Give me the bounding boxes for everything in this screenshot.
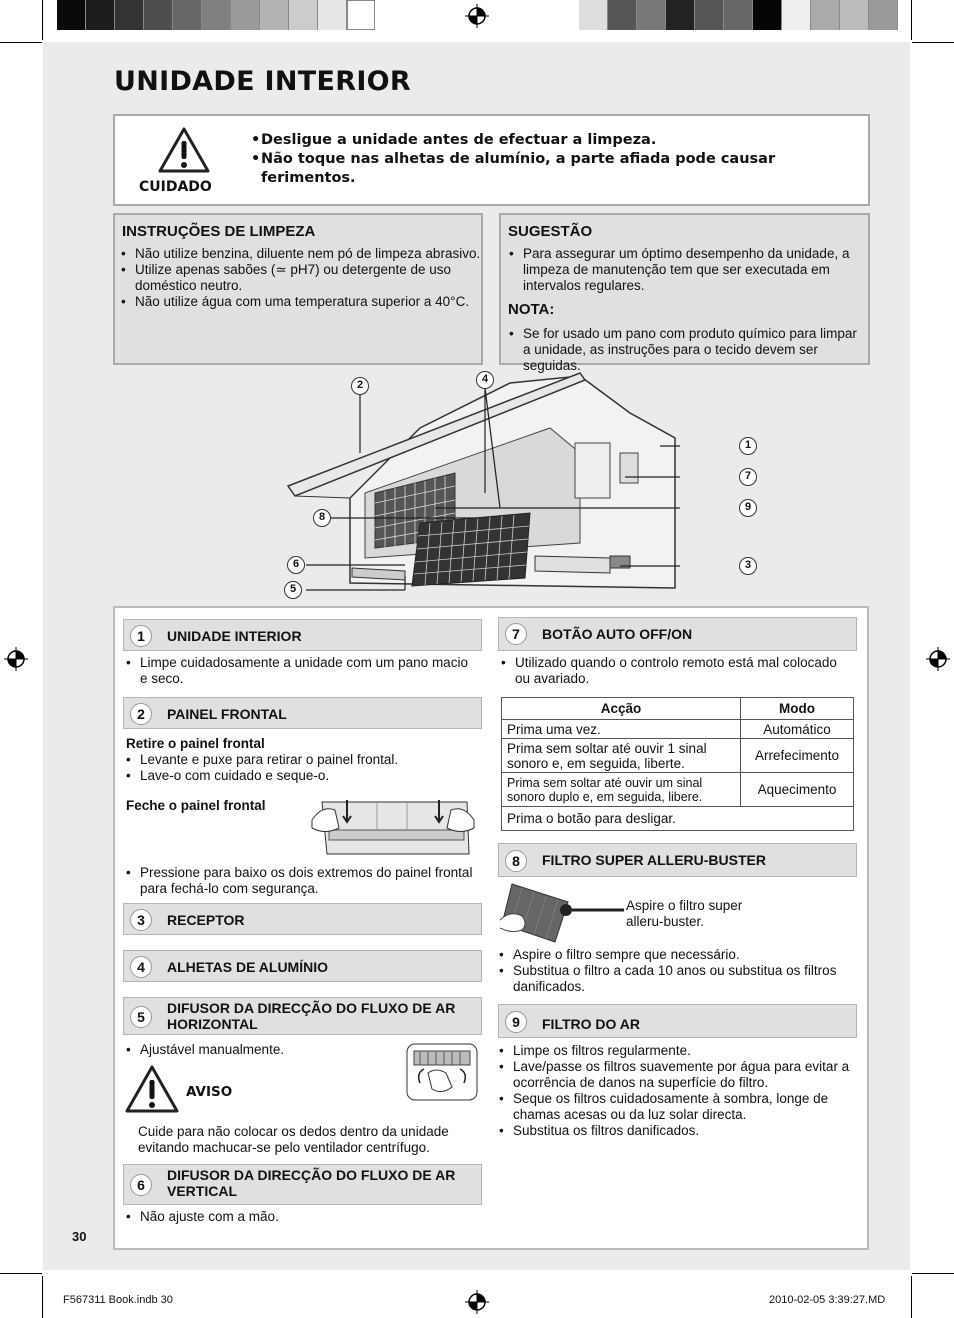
section-number: 7 bbox=[505, 623, 527, 645]
cleaning-item: • Não utilize benzina, diluente nem pó de limpeza abrasivo. bbox=[119, 246, 481, 262]
close-panel-illustration bbox=[307, 790, 479, 858]
crop-mark bbox=[42, 0, 43, 40]
table-header: Acção bbox=[502, 698, 741, 720]
callout-8: 8 bbox=[313, 509, 331, 527]
section-6-header bbox=[123, 1164, 482, 1205]
section-8-header bbox=[498, 843, 857, 877]
callout-5: 5 bbox=[284, 581, 302, 599]
section-number: 6 bbox=[130, 1174, 152, 1196]
close-panel-list bbox=[124, 865, 479, 897]
table-cell: Prima sem soltar até ouvir 1 sinal sonoro e, em seguida, liberte. bbox=[502, 739, 741, 773]
list-item: • Pressione para baixo os dois extremos do painel frontal para fechá-lo com segurança. bbox=[124, 865, 479, 897]
section-2-header bbox=[123, 697, 482, 729]
list-item: • Substitua os filtros danificados. bbox=[497, 1123, 854, 1139]
indoor-unit-diagram bbox=[280, 368, 680, 596]
list-item: • Levante e puxe para retirar o painel frontal. bbox=[124, 752, 479, 768]
note-item: • Se for usado um pano com produto químico para limpar a unidade, as instruções para o tecido devem ser seguidas. bbox=[507, 326, 867, 374]
cleaning-title: INSTRUÇÕES DE LIMPEZA bbox=[122, 223, 316, 240]
remove-panel-list bbox=[124, 752, 479, 784]
callout-6: 6 bbox=[287, 556, 305, 574]
cleaning-list bbox=[119, 246, 481, 310]
table-cell: Prima uma vez. bbox=[502, 720, 741, 739]
table-cell: Prima o botão para desligar. bbox=[502, 807, 854, 831]
section-number: 3 bbox=[130, 909, 152, 931]
page-title: UNIDADE INTERIOR bbox=[114, 66, 412, 97]
section-title: DIFUSOR DA DIRECÇÃO DO FLUXO DE AR VERTICAL bbox=[167, 1167, 456, 1199]
footer-right: 2010-02-05 3:39:27.MD bbox=[769, 1294, 886, 1306]
section-title: UNIDADE INTERIOR bbox=[167, 628, 302, 644]
section-number: 8 bbox=[505, 850, 527, 872]
color-bar-right bbox=[579, 0, 898, 30]
list-item: • Lave/passe os filtros suavemente por água para evitar a ocorrência de danos na superfície do filtro. bbox=[497, 1059, 854, 1091]
cleaning-item: • Utilize apenas sabões (≃ pH7) ou detergente de uso doméstico neutro. bbox=[119, 262, 481, 294]
section-7-header bbox=[498, 617, 857, 651]
auto-button-table bbox=[501, 697, 854, 831]
section-number: 5 bbox=[130, 1006, 152, 1028]
registration-target-icon bbox=[926, 647, 950, 671]
section-9-list bbox=[497, 1043, 854, 1139]
section-title: DIFUSOR DA DIRECÇÃO DO FLUXO DE AR HORIZONTAL bbox=[167, 1000, 456, 1032]
note-title: NOTA: bbox=[508, 301, 555, 318]
section-title: FILTRO DO AR bbox=[542, 1016, 640, 1032]
registration-target-icon bbox=[465, 1290, 489, 1314]
list-item: • Limpe os filtros regularmente. bbox=[497, 1043, 854, 1059]
close-panel-title: Feche o painel frontal bbox=[126, 798, 266, 813]
cleaning-instructions-box bbox=[113, 213, 483, 365]
filter-vacuum-illustration bbox=[500, 880, 625, 946]
callout-2: 2 bbox=[351, 377, 369, 395]
table-row bbox=[502, 720, 854, 739]
section-3-header bbox=[123, 903, 482, 935]
caution-label: CUIDADO bbox=[139, 179, 212, 195]
page-number: 30 bbox=[72, 1229, 87, 1244]
list-item: • Não ajuste com a mão. bbox=[124, 1209, 479, 1225]
list-item: • Ajustável manualmente. bbox=[124, 1042, 394, 1058]
callout-7: 7 bbox=[739, 468, 757, 486]
list-item: • Seque os filtros cuidadosamente à sombra, longe de chamas acesas ou da luz solar directa. bbox=[497, 1091, 854, 1123]
crop-mark bbox=[912, 42, 954, 43]
callout-3: 3 bbox=[739, 557, 757, 575]
crop-mark bbox=[911, 0, 912, 40]
crop-mark bbox=[911, 1276, 912, 1318]
callout-4: 4 bbox=[476, 371, 494, 389]
section-1-list bbox=[124, 655, 479, 687]
warning-label: AVISO bbox=[186, 1084, 233, 1100]
section-title: BOTÃO AUTO OFF/ON bbox=[542, 626, 693, 642]
callout-1: 1 bbox=[739, 437, 757, 455]
footer-left: F567311 Book.indb 30 bbox=[63, 1294, 173, 1306]
suggestion-list bbox=[507, 246, 857, 294]
section-9-header bbox=[498, 1004, 857, 1038]
section-number: 9 bbox=[505, 1011, 527, 1033]
warning-text: Cuide para não colocar os dedos dentro da unidade evitando machucar-se pelo ventilador centrífugo. bbox=[138, 1124, 449, 1155]
crop-mark bbox=[912, 1273, 954, 1274]
section-number: 1 bbox=[130, 625, 152, 647]
table-row bbox=[502, 739, 854, 773]
suggestion-title: SUGESTÃO bbox=[508, 223, 593, 240]
section-title: FILTRO SUPER ALLERU-BUSTER bbox=[542, 852, 766, 868]
cleaning-item: • Não utilize água com uma temperatura superior a 40°C. bbox=[119, 294, 481, 310]
section-number: 4 bbox=[130, 956, 152, 978]
registration-target-icon bbox=[465, 4, 489, 28]
color-bar-left bbox=[57, 0, 375, 30]
section-4-header bbox=[123, 950, 482, 982]
table-row bbox=[502, 773, 854, 807]
suggestion-box bbox=[499, 213, 870, 373]
list-item: • Substitua o filtro a cada 10 anos ou substitua os filtros danificados. bbox=[497, 963, 854, 995]
callout-9: 9 bbox=[739, 499, 757, 517]
louver-adjust-illustration bbox=[406, 1043, 478, 1101]
filter-caption: Aspire o filtro super alleru-buster. bbox=[626, 898, 743, 929]
crop-mark bbox=[0, 1273, 42, 1274]
table-cell: Arrefecimento bbox=[741, 739, 854, 773]
warning-triangle-icon bbox=[124, 1064, 180, 1114]
section-6-list bbox=[124, 1209, 479, 1225]
table-row bbox=[502, 807, 854, 831]
caution-box bbox=[113, 114, 870, 206]
section-number: 2 bbox=[130, 703, 152, 725]
section-7-list bbox=[499, 655, 854, 687]
table-cell: Prima sem soltar até ouvir um sinal sonoro duplo e, em seguida, libere. bbox=[502, 773, 741, 807]
section-title: ALHETAS DE ALUMÍNIO bbox=[167, 959, 328, 975]
table-cell: Aquecimento bbox=[741, 773, 854, 807]
section-title: PAINEL FRONTAL bbox=[167, 706, 287, 722]
table-header: Modo bbox=[741, 698, 854, 720]
list-item: • Limpe cuidadosamente a unidade com um pano macio e seco. bbox=[124, 655, 479, 687]
warning-triangle-icon bbox=[157, 126, 211, 174]
section-8-list bbox=[497, 947, 854, 995]
section-5-list bbox=[124, 1042, 394, 1058]
caution-item: • Desligue a unidade antes de efectuar a limpeza. bbox=[249, 131, 849, 150]
list-item: • Aspire o filtro sempre que necessário. bbox=[497, 947, 854, 963]
section-5-header bbox=[123, 997, 482, 1035]
crop-mark bbox=[0, 42, 42, 43]
registration-target-icon bbox=[4, 647, 28, 671]
list-item: • Lave-o com cuidado e seque-o. bbox=[124, 768, 479, 784]
section-1-header bbox=[123, 619, 482, 651]
table-cell: Automático bbox=[741, 720, 854, 739]
section-title: RECEPTOR bbox=[167, 912, 245, 928]
caution-item: • Não toque nas alhetas de alumínio, a parte afiada pode causar ferimentos. bbox=[249, 150, 849, 188]
crop-mark bbox=[42, 1276, 43, 1318]
list-item: • Utilizado quando o controlo remoto está mal colocado ou avariado. bbox=[499, 655, 854, 687]
suggestion-item: • Para assegurar um óptimo desempenho da unidade, a limpeza de manutenção tem que ser executada em intervalos regulares. bbox=[507, 246, 857, 294]
caution-list bbox=[249, 131, 849, 188]
remove-panel-title: Retire o painel frontal bbox=[126, 736, 265, 751]
note-list bbox=[507, 326, 867, 374]
